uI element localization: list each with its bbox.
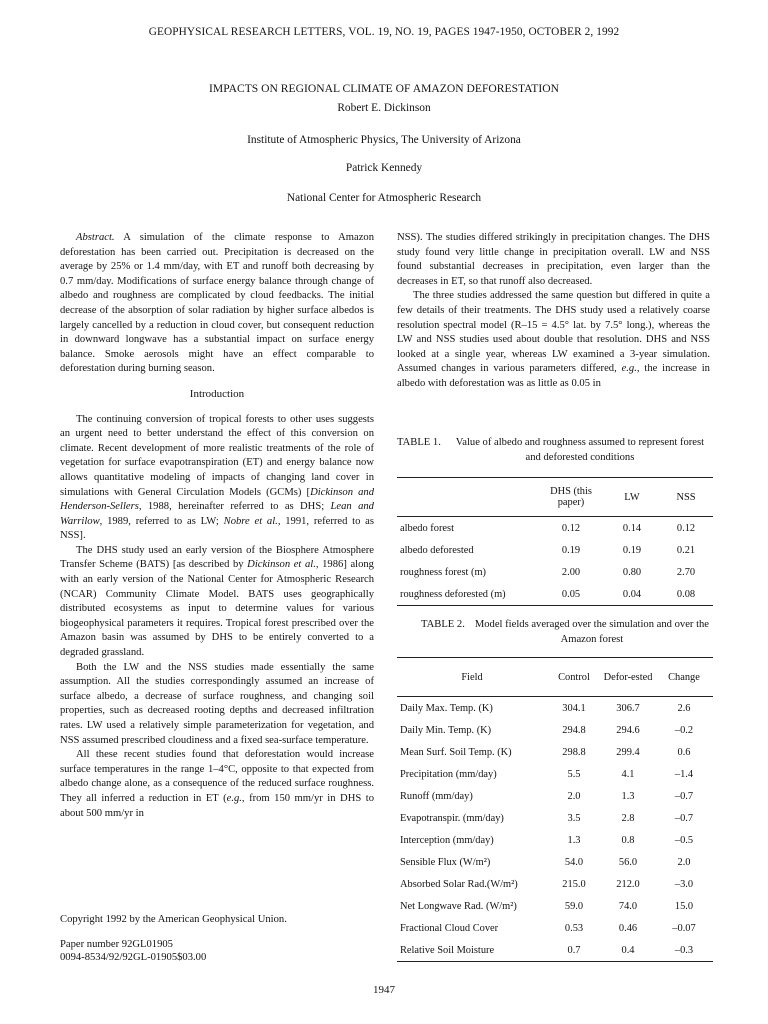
table-row — [397, 807, 713, 829]
table-cell: 54.0 — [564, 856, 584, 868]
intro-paragraph-4 — [60, 748, 374, 821]
intro-p1-text-a: The continuing conversion of tropical forests to other uses suggests an urgent need to better understand the effect of this conversion on climate. Recent development of more realistic treatments of the role of vegetation for surface evapotranspiration (ET) and energy balance now allows quantitative modeling of impacts of changing land cover in simulations with General Circulation Models (GCMs) [ — [60, 413, 374, 498]
table-cell: 56.0 — [618, 856, 638, 868]
table-cell: Evapotranspir. (mm/day) — [400, 812, 504, 824]
table-cell: 299.4 — [616, 746, 640, 758]
table-cell: 1.3 — [567, 834, 581, 846]
table-cell: 4.1 — [621, 768, 635, 780]
intro-p2-text-a: The DHS study used an early version of the Biosphere Atmosphere Transfer Scheme (BATS) [as described by — [60, 544, 374, 571]
paper-number: Paper number 92GL01905 — [60, 939, 173, 950]
table1-header-cell: DHS (this paper) — [537, 478, 605, 517]
section-heading-introduction: Introduction — [189, 387, 245, 400]
table-cell: 2.00 — [561, 566, 581, 578]
table-cell: 0.19 — [561, 544, 581, 556]
table-cell: 2.0 — [567, 790, 581, 802]
table-cell: 0.7 — [567, 944, 581, 956]
table-cell: 0.53 — [564, 922, 584, 934]
table2-caption-text: Model fields averaged over the simulation and over the Amazon forest — [474, 619, 710, 645]
page-number: 1947 — [373, 984, 395, 996]
table-row — [397, 561, 713, 583]
citation-lean-warrilow: Lean and Warrilow — [60, 501, 374, 527]
table-cell: –0.2 — [674, 724, 694, 736]
table-row — [397, 851, 713, 873]
table-cell: Fractional Cloud Cover — [400, 922, 499, 934]
table2-header-cell: Change — [655, 658, 713, 697]
table-row — [397, 697, 713, 720]
table-cell: 0.4 — [621, 944, 635, 956]
table-cell: 5.5 — [567, 768, 581, 780]
table-cell: –0.7 — [674, 812, 694, 824]
table-row — [397, 785, 713, 807]
table-cell: Runoff (mm/day) — [400, 790, 473, 802]
table-cell: roughness deforested (m) — [400, 588, 506, 600]
table1 — [397, 477, 713, 606]
table-row — [397, 583, 713, 606]
table-cell: albedo forest — [400, 522, 454, 534]
citation-nobre: Nobre et al. — [223, 515, 278, 527]
table-cell: 15.0 — [674, 900, 694, 912]
table-cell: –0.07 — [672, 922, 696, 934]
issn-line: 0094-8534/92/92GL-01905$03.00 — [60, 952, 207, 963]
table-cell: 304.1 — [562, 702, 586, 714]
table-cell: Net Longwave Rad. (W/m²) — [400, 900, 517, 912]
table-cell: –0.3 — [674, 944, 694, 956]
table-cell: –0.5 — [674, 834, 694, 846]
table-cell: 0.21 — [676, 544, 696, 556]
table-row — [397, 873, 713, 895]
table-cell: 2.70 — [676, 566, 696, 578]
citation-dickinson-1986: Dickinson et al. — [247, 559, 316, 571]
table-cell: Relative Soil Moisture — [400, 944, 495, 956]
table1-header-cell: NSS — [659, 478, 713, 517]
table-cell: 0.12 — [561, 522, 581, 534]
table-cell: 0.12 — [676, 522, 696, 534]
table-cell: –0.7 — [674, 790, 694, 802]
abstract-label: Abstract. — [76, 232, 115, 243]
table-cell: Absorbed Solar Rad.(W/m²) — [400, 878, 518, 890]
table2-label: TABLE 2. — [421, 619, 465, 630]
intro-p4-text-a: All these recent studies found that deforestation would increase surface temperatures in the range 1–4°C, opposite to that expected from albedo change alone, as a consequence of the reduced surface roughness. They all inferred a reduction in ET ( — [60, 749, 374, 804]
author-name-1: Robert E. Dickinson — [337, 102, 431, 114]
right-paragraph-1: NSS). The studies differed strikingly in precipitation changes. The DHS study found very little change in precipitation overall. LW and NSS found substantial decreases in precipitation, even larger than the decreases in ET, so that runoff also decreased. — [397, 232, 710, 287]
table-cell: 3.5 — [567, 812, 581, 824]
table-cell: Sensible Flux (W/m²) — [400, 856, 491, 868]
intro-p1-text-c: , 1989, referred to as LW; — [99, 515, 224, 527]
table-cell: 0.05 — [561, 588, 581, 600]
table-cell: 1.3 — [621, 790, 635, 802]
table1-header-cell — [397, 478, 537, 517]
table1-label: TABLE 1. — [397, 437, 441, 448]
table-cell: –3.0 — [674, 878, 694, 890]
table-cell: Mean Surf. Soil Temp. (K) — [400, 746, 512, 758]
left-column — [60, 231, 374, 821]
citation-dickinson-henderson-sellers: Dickinson and Henderson-Sellers — [60, 486, 375, 513]
journal-header: GEOPHYSICAL RESEARCH LETTERS, VOL. 19, NO. 19, PAGES 1947-1950, OCTOBER 2, 1992 — [148, 26, 620, 38]
table-row — [397, 741, 713, 763]
table1-header-row — [397, 478, 713, 517]
table2 — [397, 657, 713, 962]
table-cell: –1.4 — [674, 768, 694, 780]
table-cell: 0.6 — [677, 746, 691, 758]
table-cell: Daily Min. Temp. (K) — [400, 724, 492, 736]
table-cell: 215.0 — [562, 878, 586, 890]
author-affiliation-2: National Center for Atmospheric Research — [286, 192, 482, 204]
table-row — [397, 719, 713, 741]
table2-header-cell: Field — [397, 658, 547, 697]
table-cell: Precipitation (mm/day) — [400, 768, 497, 780]
table-cell: roughness forest (m) — [400, 566, 486, 578]
table-cell: 74.0 — [618, 900, 638, 912]
intro-paragraph-1 — [60, 413, 374, 544]
table-cell: 306.7 — [616, 702, 640, 714]
table-cell: 2.0 — [677, 856, 691, 868]
intro-p1-text-b: , 1988, hereinafter referred to as DHS; — [138, 501, 331, 513]
right-p2-text-a: The three studies addressed the same question but differed in quite a few details of their treatments. The DHS study used a relatively coarse resolution spectral model (R–15 = 4.5° lat. by 7.5° long.), whereas the LW and NSS studies used about double that resolution. DHS and NSS looked at a single year, whereas LW examined a 3-year simulation. Assumed changes in various parameters differed, — [397, 290, 710, 375]
intro-p4-eg: e.g. — [226, 792, 242, 804]
table-cell: albedo deforested — [400, 544, 474, 556]
table2-body — [397, 697, 713, 962]
table-cell: Interception (mm/day) — [400, 834, 494, 846]
table-cell: 294.8 — [562, 724, 586, 736]
intro-p4-text-b: , from 150 mm/yr in DHS to about 500 mm/yr in — [60, 792, 374, 819]
table-cell: 0.14 — [622, 522, 642, 534]
table-cell: 0.8 — [621, 834, 635, 846]
table-row — [397, 917, 713, 939]
table1-caption — [397, 436, 713, 465]
right-column — [397, 231, 710, 392]
table-row — [397, 763, 713, 785]
table-cell: 59.0 — [564, 900, 584, 912]
author-affiliation-1: Institute of Atmospheric Physics, The University of Arizona — [247, 134, 521, 146]
intro-paragraph-2 — [60, 544, 374, 661]
author-name-2: Patrick Kennedy — [345, 162, 423, 174]
abstract-text: A simulation of the climate response to Amazon deforestation has been carried out. Precipitation is decreased on the average by 25% or 1.4 mm/day, with ET and runoff both decreasing by 0.7 mm/day. Modifications of surface energy balance through change of albedo and roughness are complicated by cloud feedbacks. The initial decrease of the absorption of solar radiation by higher surface albedos is largely cancelled by a reduction in cloud cover, but consequent reduction in downward longwave has a substantial impact on surface energy balance. Smoke aerosols might have an effect comparable to deforestation during burning season. — [60, 232, 374, 375]
table-row — [397, 895, 713, 917]
table2-header-row — [397, 658, 713, 697]
table2-caption — [397, 618, 713, 647]
table-row — [397, 517, 713, 540]
table-row — [397, 829, 713, 851]
table-cell: 298.8 — [562, 746, 586, 758]
table2-header-cell: Defor-ested — [601, 658, 655, 697]
table-cell: 2.8 — [621, 812, 635, 824]
right-p2-text-b: , the increase in albedo with deforestation was as little as 0.05 in — [397, 363, 710, 389]
intro-paragraph-3: Both the LW and the NSS studies made essentially the same assumption. All the studies correspondingly assumed an increase of surface albedo, a decrease of surface roughness, and changing soil properties, such as decreased rooting depths and decreased infiltration rates. LW used a relatively simple parameterization for vegetation, and NSS assumed prescribed cloudiness and a fixed sea-surface temperature. — [60, 661, 374, 746]
table-row — [397, 539, 713, 561]
right-paragraph-2 — [397, 289, 710, 391]
abstract — [60, 231, 374, 377]
table-cell: 0.19 — [622, 544, 642, 556]
table-cell: 0.80 — [622, 566, 642, 578]
table1-caption-text: Value of albedo and roughness assumed to represent forest and deforested conditions — [455, 437, 705, 463]
intro-p2-text-b: , 1986] along with an early version of the National Center for Atmospheric Research (NCAR) Community Climate Model. BATS uses geographically distributed ecosystems as input to determine values for various biogeophysical parameters it requires. Tropical forest prescribed over the Amazon basin was assumed by DHS to be entirely converted to a degraded grassland. — [60, 559, 374, 659]
table-row — [397, 939, 713, 962]
copyright-notice: Copyright 1992 by the American Geophysical Union. — [60, 914, 287, 925]
table-cell: 0.08 — [676, 588, 696, 600]
right-p2-eg: e.g. — [621, 363, 637, 375]
table-cell: 294.6 — [616, 724, 640, 736]
table2-header-cell: Control — [547, 658, 601, 697]
table-cell: 0.46 — [618, 922, 638, 934]
table-cell: 2.6 — [677, 702, 691, 714]
table-cell: Daily Max. Temp. (K) — [400, 702, 493, 714]
paper-title: IMPACTS ON REGIONAL CLIMATE OF AMAZON DEFORESTATION — [209, 82, 559, 95]
intro-p1-text-d: , 1991, referred to as NSS]. — [60, 515, 374, 542]
table-cell: 0.04 — [622, 588, 642, 600]
table-cell: 212.0 — [616, 878, 640, 890]
table1-header-cell: LW — [605, 478, 659, 517]
